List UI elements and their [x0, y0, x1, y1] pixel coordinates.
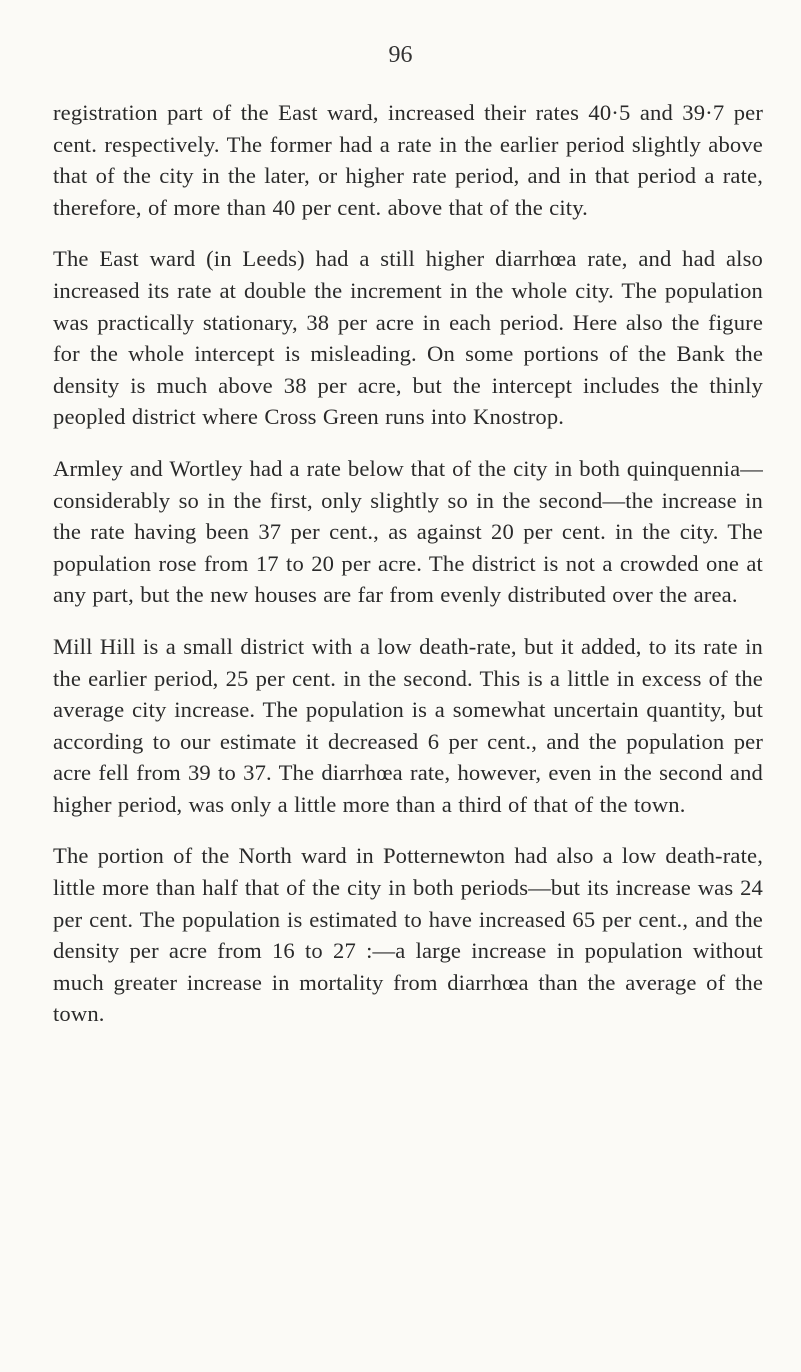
paragraph-east-ward-leeds: The East ward (in Leeds) had a still higher diarrhœa rate, and had also increased its rate at double the increment in the whole city. The population was practically stationary, 38 per acre in each period. Here also the figure for the whole intercept is misleading. On some portions of the Bank the density is much above 38 per acre, but the intercept includes the thinly peopled district where Cross Green runs into Knostrop.: [53, 246, 763, 430]
paragraph-mill-hill: Mill Hill is a small district with a low death-rate, but it added, to its rate in the earlier period, 25 per cent. in the second. This is a little in excess of the average city increase. The population is a somewhat uncertain quantity, but according to our estimate it decreased 6 per cent., and the population per acre fell from 39 to 37. The diarrhœa rate, however, even in the second and higher period, was only a little more than a third of that of the town.: [53, 633, 763, 817]
body-text: [53, 97, 763, 1050]
paragraph-east-ward-rates: registration part of the East ward, increased their rates 40·5 and 39·7 per cent. respectively. The former had a rate in the earlier period slightly above that of the city in the later, or higher rate period, and in that period a rate, therefore, of more than 40 per cent. above that of the city.: [53, 100, 763, 220]
paragraph-potternewton: The portion of the North ward in Potternewton had also a low death-rate, little more than half that of the city in both periods—but its increase was 24 per cent. The population is estimated to have increased 65 per cent., and the density per acre from 16 to 27 :—a large increase in population without much greater increase in mortality from diarrhœa than the average of the town.: [53, 843, 763, 1027]
page-number: 96: [388, 42, 413, 68]
paragraph-armley-wortley: Armley and Wortley had a rate below that of the city in both quinquennia—considerably so in the first, only slightly so in the second—the increase in the rate having been 37 per cent., as against 20 per cent. in the city. The population rose from 17 to 20 per acre. The district is not a crowded one at any part, but the new houses are far from evenly distributed over the area.: [53, 455, 763, 608]
